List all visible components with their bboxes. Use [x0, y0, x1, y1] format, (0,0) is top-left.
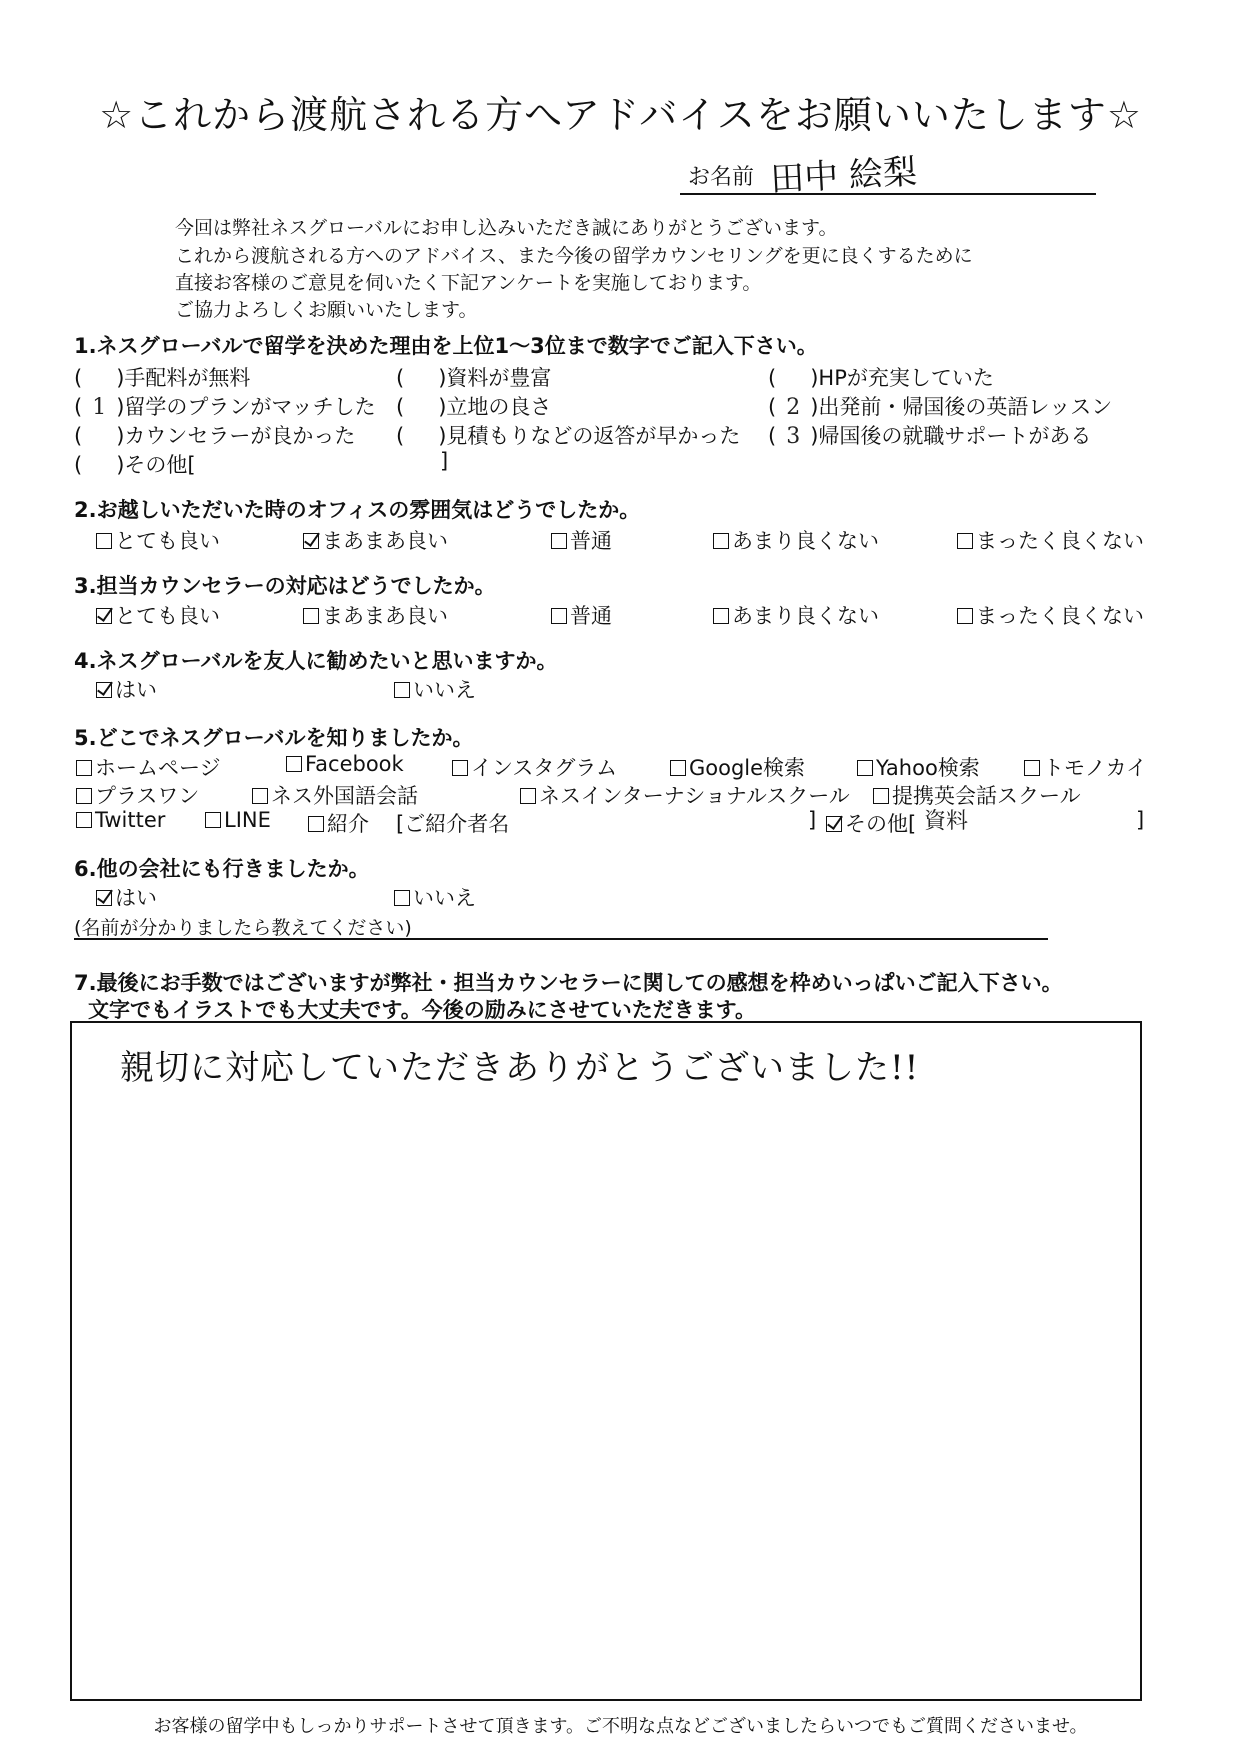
q5-option[interactable]: プラスワン: [76, 780, 199, 810]
checkbox-icon[interactable]: [76, 788, 92, 804]
checkbox-icon[interactable]: [452, 760, 468, 776]
checkbox-icon[interactable]: [205, 812, 221, 828]
question-6: 6.他の会社にも行きましたか。: [74, 857, 370, 881]
q5-option[interactable]: インスタグラム: [452, 752, 617, 782]
intro-line: 今回は弊社ネスグローバルにお申し込みいただき誠にありがとうございます。: [175, 217, 838, 239]
checkbox-icon[interactable]: [873, 788, 889, 804]
question-7-sub: 文字でもイラストでも大丈夫です。今後の励みにさせていただきます。: [88, 998, 757, 1022]
q1-option-label: HPが充実していた: [818, 366, 994, 390]
q5-other-option[interactable]: その他[: [826, 808, 916, 838]
q1-option-label: 帰国後の就職サポートがある: [818, 424, 1092, 448]
q1-option[interactable]: ( )立地の良さ: [396, 395, 552, 419]
q1-option[interactable]: ( )資料が豊富: [396, 366, 552, 390]
q6-option[interactable]: いいえ: [394, 882, 476, 912]
checkbox-icon[interactable]: [713, 533, 729, 549]
q5-other-value[interactable]: 資料: [924, 809, 969, 834]
q5-option[interactable]: Yahoo検索: [857, 752, 980, 782]
q4-option[interactable]: はい: [96, 674, 157, 704]
q3-option[interactable]: まったく良くない: [957, 600, 1144, 630]
checkbox-icon[interactable]: [286, 756, 302, 772]
checkbox-icon[interactable]: [303, 608, 319, 624]
q3-option[interactable]: まあまあ良い: [303, 600, 448, 630]
q2-option[interactable]: まあまあ良い: [303, 525, 448, 555]
q5-option[interactable]: Facebook: [286, 752, 404, 776]
q5-introducer-label: [ご紹介者名: [396, 812, 510, 836]
q1-option-label: 手配料が無料: [124, 366, 251, 390]
intro-line: これから渡航される方へのアドバイス、また今後の留学カウンセリングを更に良くするために: [175, 245, 973, 267]
q1-rank[interactable]: 3: [786, 424, 801, 449]
q3-option[interactable]: とても良い: [96, 600, 220, 630]
checkbox-checked-icon[interactable]: [303, 533, 319, 549]
q1-option[interactable]: ( )見積もりなどの返答が早かった: [396, 424, 741, 448]
q2-option[interactable]: まったく良くない: [957, 525, 1144, 555]
q5-option[interactable]: Google検索: [670, 752, 805, 782]
q5-option[interactable]: LINE: [205, 808, 271, 832]
checkbox-checked-icon[interactable]: [96, 608, 112, 624]
checkbox-checked-icon[interactable]: [826, 816, 842, 832]
q1-option[interactable]: ( )手配料が無料: [74, 366, 251, 390]
q1-rank[interactable]: 2: [786, 395, 801, 420]
q1-rank[interactable]: 1: [92, 395, 107, 420]
q1-option-label: 立地の良さ: [446, 395, 552, 419]
q1-option[interactable]: ( 3 )帰国後の就職サポートがある: [768, 424, 1092, 449]
intro-line: ご協力よろしくお願いいたします。: [175, 299, 478, 321]
checkbox-icon[interactable]: [76, 812, 92, 828]
checkbox-icon[interactable]: [308, 816, 324, 832]
q6-answer-line[interactable]: [74, 938, 1048, 940]
q1-option-label: その他[: [124, 453, 196, 477]
question-2: 2.お越しいただいた時のオフィスの雰囲気はどうでしたか。: [74, 498, 641, 522]
q5-option[interactable]: ネスインターナショナルスクール: [520, 780, 850, 810]
q5-option[interactable]: ホームページ: [76, 752, 221, 782]
checkbox-icon[interactable]: [394, 682, 410, 698]
checkbox-icon[interactable]: [252, 788, 268, 804]
q1-option-label: 留学のプランがマッチした: [124, 395, 376, 419]
q2-option[interactable]: あまり良くない: [713, 525, 879, 555]
name-value: 田中 絵梨: [769, 152, 918, 200]
q1-option-label: 見積もりなどの返答が早かった: [446, 424, 741, 448]
q5-option[interactable]: トモノカイ: [1024, 752, 1147, 782]
checkbox-icon[interactable]: [520, 788, 536, 804]
comment-text: 親切に対応していただきありがとうございました!!: [120, 1048, 920, 1088]
q1-other-close: ]: [440, 449, 449, 473]
checkbox-icon[interactable]: [394, 890, 410, 906]
q2-option[interactable]: 普通: [551, 525, 612, 555]
q1-option[interactable]: ( 1 )留学のプランがマッチした: [74, 395, 376, 420]
q1-option-label: 出発前・帰国後の英語レッスン: [818, 395, 1113, 419]
checkbox-icon[interactable]: [957, 608, 973, 624]
checkbox-icon[interactable]: [1024, 760, 1040, 776]
q1-option[interactable]: ( )カウンセラーが良かった: [74, 424, 356, 448]
checkbox-icon[interactable]: [96, 533, 112, 549]
q5-introducer-close: ]: [808, 808, 817, 832]
name-underline: [680, 193, 1096, 195]
q3-option[interactable]: 普通: [551, 600, 612, 630]
q6-note: (名前が分かりましたら教えてください): [74, 917, 412, 939]
q1-option[interactable]: ( )HPが充実していた: [768, 366, 994, 390]
checkbox-icon[interactable]: [713, 608, 729, 624]
question-1: 1.ネスグローバルで留学を決めた理由を上位1～3位まで数字でご記入下さい。: [74, 334, 818, 358]
q5-option[interactable]: Twitter: [76, 808, 165, 832]
q3-option[interactable]: あまり良くない: [713, 600, 879, 630]
checkbox-icon[interactable]: [957, 533, 973, 549]
checkbox-icon[interactable]: [551, 608, 567, 624]
q5-option[interactable]: 提携英会話スクール: [873, 780, 1081, 810]
question-7: 7.最後にお手数ではございますが弊社・担当カウンセラーに関しての感想を枠めいっぱいご記入下さい。: [74, 971, 1063, 995]
q4-option[interactable]: いいえ: [394, 674, 476, 704]
q5-other-close: ]: [1136, 808, 1145, 832]
checkbox-icon[interactable]: [857, 760, 873, 776]
q2-option[interactable]: とても良い: [96, 525, 220, 555]
q5-option[interactable]: ネス外国語会話: [252, 780, 418, 810]
question-5: 5.どこでネスグローバルを知りましたか。: [74, 726, 474, 750]
intro-line: 直接お客様のご意見を伺いたく下記アンケートを実施しております。: [175, 272, 762, 294]
checkbox-icon[interactable]: [670, 760, 686, 776]
q1-option-other[interactable]: ( )その他[: [74, 453, 196, 477]
footer-note: お客様の留学中もしっかりサポートさせて頂きます。ご不明な点などございましたらいつでもご質問くださいませ。: [153, 1716, 1088, 1737]
question-3: 3.担当カウンセラーの対応はどうでしたか。: [74, 574, 496, 598]
checkbox-checked-icon[interactable]: [96, 682, 112, 698]
checkbox-checked-icon[interactable]: [96, 890, 112, 906]
name-label: お名前: [688, 165, 755, 190]
comment-box[interactable]: [70, 1021, 1142, 1701]
question-4: 4.ネスグローバルを友人に勧めたいと思いますか。: [74, 649, 558, 673]
checkbox-icon[interactable]: [76, 760, 92, 776]
q6-option[interactable]: はい: [96, 882, 157, 912]
q1-option-label: カウンセラーが良かった: [124, 424, 356, 448]
q1-option[interactable]: ( 2 )出発前・帰国後の英語レッスン: [768, 395, 1113, 420]
q1-option-label: 資料が豊富: [446, 366, 552, 390]
q5-option[interactable]: 紹介: [308, 808, 369, 838]
survey-title: ☆これから渡航される方へアドバイスをお願いいたします☆: [99, 93, 1142, 137]
checkbox-icon[interactable]: [551, 533, 567, 549]
